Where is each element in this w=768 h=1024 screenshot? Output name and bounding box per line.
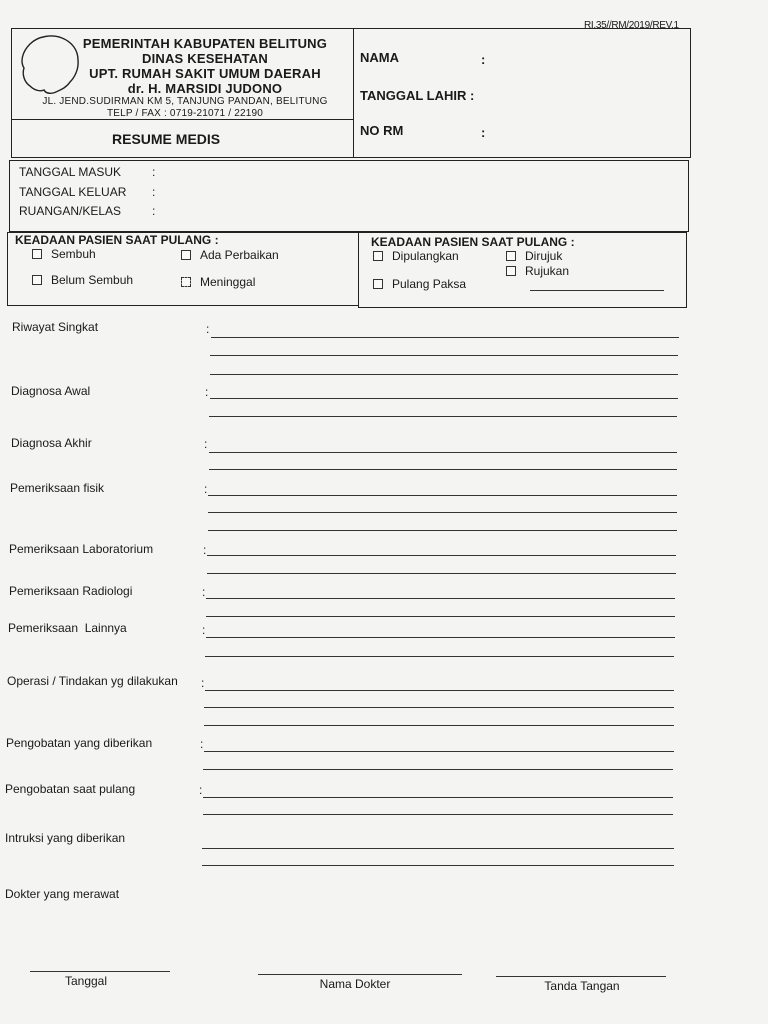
option-belum-sembuh[interactable]: Belum Sembuh bbox=[32, 273, 133, 287]
writing-line[interactable] bbox=[203, 769, 673, 770]
rujukan-line bbox=[530, 290, 664, 291]
field-pengobatan-diberikan: Pengobatan yang diberikan bbox=[6, 736, 153, 750]
field-pemeriksaan-lainnya: Pemeriksaan Lainnya bbox=[8, 621, 127, 635]
admission-colons: : : : bbox=[152, 165, 156, 218]
field-operasi-tindakan: Operasi / Tindakan yg dilakukan bbox=[7, 674, 178, 688]
admission-labels bbox=[19, 163, 126, 222]
checkbox[interactable] bbox=[373, 251, 383, 261]
nama-dokter-sign-line[interactable] bbox=[258, 974, 462, 975]
header-phone: TELP / FAX : 0719-21071 / 22190 bbox=[106, 108, 264, 119]
field-riwayat-singkat: Riwayat Singkat bbox=[12, 320, 99, 334]
option-pulang-paksa[interactable]: Pulang Paksa bbox=[373, 277, 466, 291]
hospital-header bbox=[20, 36, 350, 120]
writing-line[interactable] bbox=[206, 598, 675, 599]
writing-line[interactable] bbox=[207, 573, 676, 574]
writing-line[interactable] bbox=[202, 865, 674, 866]
writing-line[interactable] bbox=[205, 690, 674, 691]
nama-dokter-label: Nama Dokter bbox=[319, 977, 391, 991]
writing-line[interactable] bbox=[203, 797, 673, 798]
tanggal-lahir-label: TANGGAL LAHIR : bbox=[360, 88, 475, 103]
option-dirujuk[interactable]: Dirujuk bbox=[506, 249, 562, 263]
header-address: JL. JEND.SUDIRMAN KM 5, TANJUNG PANDAN, BELITUNG bbox=[42, 96, 328, 107]
writing-line[interactable] bbox=[209, 416, 677, 417]
header-divider bbox=[353, 28, 354, 158]
nama-colon: : bbox=[481, 52, 486, 67]
no-rm-label: NO RM bbox=[360, 123, 404, 138]
condition-left-title: KEADAAN PASIEN SAAT PULANG : bbox=[15, 233, 219, 247]
writing-line[interactable] bbox=[208, 530, 677, 531]
checkbox[interactable] bbox=[32, 275, 42, 285]
checkbox[interactable] bbox=[181, 250, 191, 260]
header-line2: DINAS KESEHATAN bbox=[141, 51, 269, 66]
document-code: RI.35//RM/2019/REV.1 bbox=[584, 20, 679, 31]
writing-line[interactable] bbox=[205, 656, 674, 657]
checkbox[interactable] bbox=[506, 266, 516, 276]
field-diagnosa-akhir: Diagnosa Akhir bbox=[11, 436, 92, 450]
checkbox[interactable] bbox=[506, 251, 516, 261]
writing-line[interactable] bbox=[204, 751, 674, 752]
tanggal-masuk-label: TANGGAL MASUK bbox=[19, 165, 122, 179]
field-pemeriksaan-radiologi: Pemeriksaan Radiologi bbox=[9, 584, 133, 598]
writing-line[interactable] bbox=[211, 337, 679, 338]
field-diagnosa-awal: Diagnosa Awal bbox=[11, 384, 91, 398]
option-meninggal[interactable]: Meninggal bbox=[181, 275, 255, 289]
field-pemeriksaan-fisik: Pemeriksaan fisik bbox=[10, 481, 105, 495]
option-sembuh[interactable]: Sembuh bbox=[32, 247, 96, 261]
option-rujukan[interactable]: Rujukan bbox=[506, 264, 569, 278]
writing-line[interactable] bbox=[207, 555, 676, 556]
condition-right-title: KEADAAN PASIEN SAAT PULANG : bbox=[371, 235, 575, 249]
header-line4: dr. H. MARSIDI JUDONO bbox=[127, 81, 283, 96]
writing-line[interactable] bbox=[210, 355, 678, 356]
writing-line[interactable] bbox=[209, 452, 677, 453]
writing-line[interactable] bbox=[210, 398, 678, 399]
ruangan-kelas-label: RUANGAN/KELAS bbox=[19, 204, 122, 218]
checkbox[interactable] bbox=[32, 249, 42, 259]
tanggal-sign-line[interactable] bbox=[30, 971, 170, 972]
option-ada-perbaikan[interactable]: Ada Perbaikan bbox=[181, 248, 279, 262]
checkbox[interactable] bbox=[181, 277, 191, 287]
header-line1: PEMERINTAH KABUPATEN BELITUNG bbox=[82, 36, 328, 51]
checkbox[interactable] bbox=[373, 279, 383, 289]
field-pengobatan-pulang: Pengobatan saat pulang bbox=[5, 782, 136, 796]
writing-line[interactable] bbox=[209, 469, 677, 470]
field-pemeriksaan-laboratorium: Pemeriksaan Laboratorium bbox=[9, 542, 154, 556]
no-rm-colon: : bbox=[481, 125, 486, 140]
header-line3: UPT. RUMAH SAKIT UMUM DAERAH bbox=[89, 66, 321, 81]
tanda-tangan-sign-line[interactable] bbox=[496, 976, 666, 977]
writing-line[interactable] bbox=[206, 637, 675, 638]
writing-line[interactable] bbox=[206, 616, 675, 617]
option-dipulangkan[interactable]: Dipulangkan bbox=[373, 249, 459, 263]
field-dokter-merawat: Dokter yang merawat bbox=[5, 887, 120, 901]
writing-line[interactable] bbox=[202, 848, 674, 849]
tanggal-keluar-label: TANGGAL KELUAR bbox=[19, 184, 127, 199]
writing-line[interactable] bbox=[204, 707, 674, 708]
writing-line[interactable] bbox=[210, 374, 678, 375]
field-intruksi: Intruksi yang diberikan bbox=[5, 831, 126, 845]
tanda-tangan-label: Tanda Tangan bbox=[544, 979, 620, 993]
form-title: RESUME MEDIS bbox=[112, 131, 221, 147]
writing-line[interactable] bbox=[208, 495, 677, 496]
tanggal-label: Tanggal bbox=[64, 974, 108, 988]
nama-label: NAMA bbox=[360, 50, 399, 65]
writing-line[interactable] bbox=[204, 725, 674, 726]
writing-line[interactable] bbox=[208, 512, 677, 513]
writing-line[interactable] bbox=[203, 814, 673, 815]
